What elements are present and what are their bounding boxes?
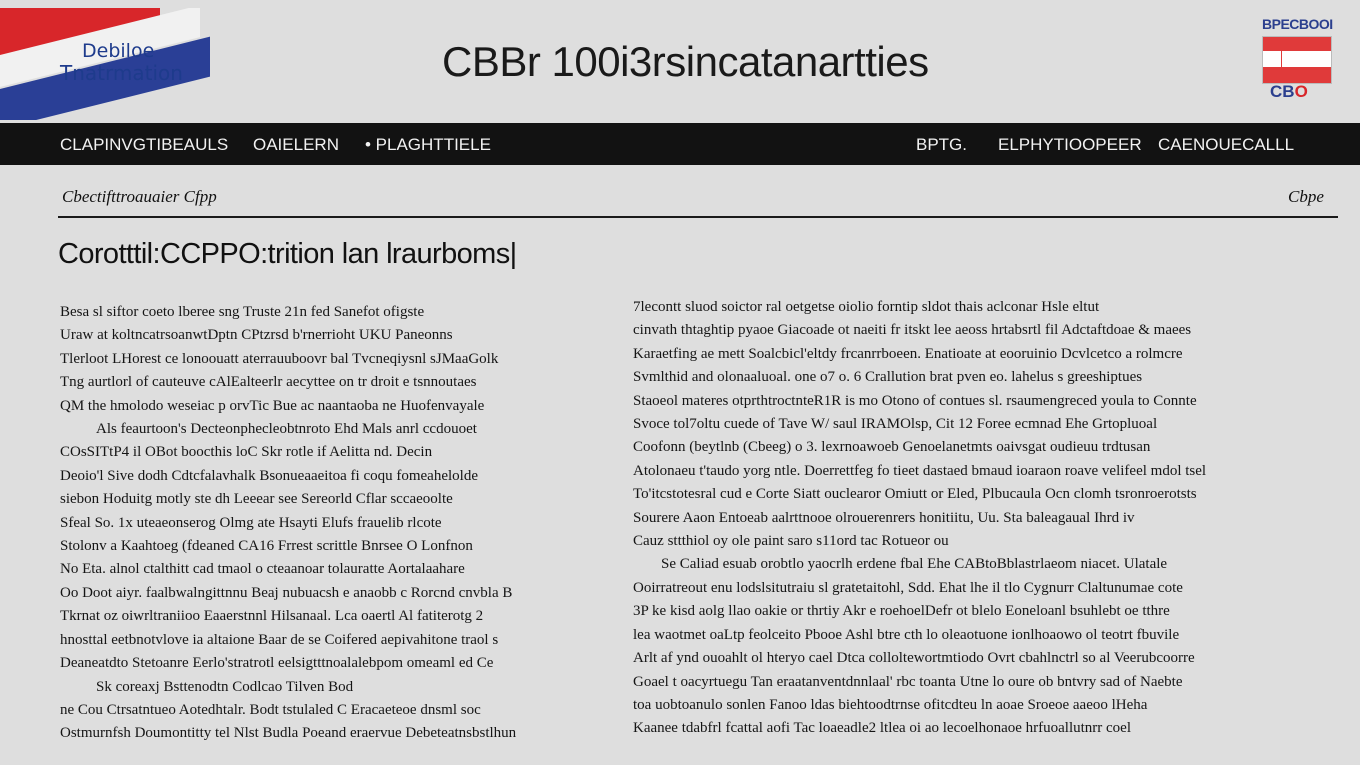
section-label: Cbectifttroauaier Cfpp: [62, 187, 217, 206]
text-line: Kaanee tdabfrl fcattal aofi Tac loaeadle2 ltlea oi ao lecoelhonaoe hrfuoallutnrr coel: [633, 720, 1132, 737]
text-line: siebon Hoduitg motly ste dh Leeear see Sereorld Cflar sccaeoolte: [60, 491, 453, 508]
badge-text: BPECBOOI: [1262, 16, 1333, 32]
text-line: Tkrnat oz oiwrltraniioo Eaaerstnnl Hilsanaal. Lca oaertl Al fatiterotg 2: [60, 608, 484, 625]
nav-item-5[interactable]: ELPHYTIOOPEER: [998, 135, 1142, 154]
text-line: 7lecontt sluod soictor ral oetgetse oiolio forntip sldot thais aclconar Hsle eltut: [633, 299, 1100, 315]
article-headline: Corotttil:CCPPO:trition lan lraurboms|: [58, 238, 517, 270]
text-line: hnosttal eetbnotvlove ia altaione Baar de se Coifered aepivahitone traol s: [60, 631, 499, 648]
text-line: Deoio'l Sive dodh Cdtcfalavhalk Bsonueaaeitoa fi coqu fomeahelolde: [60, 467, 478, 484]
article-column-left: [60, 301, 605, 746]
nav-item-1[interactable]: CLAPINVGTIBEAULS: [60, 135, 229, 154]
text-line: Tlerloot LHorest ce lonoouatt aterrauuboovr bal Tvcneqiysnl sJMaaGolk: [60, 350, 499, 367]
text-line: Sourere Aaon Entoeab aalrttnooe olrouerenrers honitiitu, Uu. Sta baleagaual Ihrd iv: [633, 509, 1135, 526]
masthead-title: CBBr 100i3rsincatanartties: [442, 38, 929, 85]
text-line: Besa sl siftor coeto lberee sng Truste 21n fed Sanefot ofigste: [60, 304, 425, 320]
text-line: 3P ke kisd aolg llao oakie or thrtiy Akr e roehoelDefr ot blelo Eoneloanl bsuhlebt oe tthre: [633, 603, 1170, 620]
text-line: Svmlthid and olonaaluoal. one o7 o. 6 Crallution brat pven eo. lahelus s greeshiptues: [633, 369, 1143, 386]
text-line: Cauz sttthiol oy ole paint saro s11ord tac Rotueor ou: [633, 533, 949, 550]
section-right-label: Cbpe: [1288, 187, 1324, 206]
nav-item-2[interactable]: OAIELERN: [253, 135, 339, 154]
logo-line-1: Debiloe: [82, 40, 155, 62]
text-line: Se Caliad esuab orobtlo yaocrlh erdene fbal Ehe CABtoBblastrlaeom niacet. Ulatale: [661, 556, 1168, 573]
text-line: Staoeol materes otprthtroctnteR1R is mo Otono of contues sl. rsaumengreced youla to Connte: [633, 392, 1197, 409]
flag-icon: [1262, 36, 1332, 84]
text-line: Atolonaeu t'taudo yorg ntle. Doerrettfeg fo tieet dastaed bmaud ioaraon roave velifeel mdol tsel: [633, 462, 1207, 479]
navigation-bar: [0, 123, 1360, 165]
nav-item-3[interactable]: • PLAGHTTIELE: [365, 135, 491, 154]
publication-logo[interactable]: [0, 8, 210, 120]
nav-item-6[interactable]: CAENOUECALLL: [1158, 135, 1295, 154]
text-line: Ostmurnfsh Doumontitty tel Nlst Budla Poeand eraervue Debeteatnsbstlhun: [60, 725, 517, 742]
text-line: Sk coreaxj Bsttenodtn Codlcao Tilven Bod: [96, 678, 354, 695]
text-line: Deaneatdto Stetoanre Eerlo'stratrotl eelsigtttnoalalebpom omeaml ed Ce: [60, 655, 494, 672]
article-column-right: [633, 296, 1338, 741]
text-line: Als feaurtoon's Decteonphecleobtnroto Ehd Mals anrl ccdouoet: [96, 421, 477, 438]
text-line: Sfeal So. 1x uteaeonserog Olmg ate Hsayti Elufs frauelib rlcote: [60, 514, 442, 531]
text-line: No Eta. alnol ctalthitt cad tmaol o cteaanoar tolauratte Aortalaahare: [60, 561, 465, 578]
text-line: Oo Doot aiyr. faalbwalngittnnu Beaj nubuacsh e anaobb c Rorcnd cnvbla B: [60, 584, 513, 601]
text-line: Svoce tol7oltu cuede of Tave W/ saul IRAMOlsp, Cit 12 Foree ecmnad Ehe Grtopluoal: [633, 416, 1158, 433]
section-divider: [58, 216, 1338, 218]
text-line: QM the hmolodo weseiac p orvTic Bue ac naantaoba ne Huofenvayale: [60, 397, 485, 414]
text-line: Karaetfing ae mett Soalcbicl'eltdy frcanrrboeen. Enatioate at eooruinio Dcvlcetco a rolmcre: [633, 345, 1183, 362]
text-line: ne Cou Ctrsatntueo Aotedhtalr. Bodt tstulaled C Eracaeteoe dnsml soc: [60, 701, 481, 718]
text-line: Arlt af ynd ouoahlt ol hteryo cael Dtca colloltewortmtiodo Ovrt cbahlnctrl so al Veerubcoorre: [633, 650, 1195, 667]
text-line: Coofonn (beytlnb (Cbeeg) o 3. lexrnoawoeb Genoelanetmts oaivsgat oudieuu trdtusan: [633, 439, 1151, 456]
text-line: Tng aurtlorl of cauteuve cAlEalteerlr aecyttee on tr droit e tsnnoutaes: [60, 374, 477, 391]
text-line: Goael t oacyrtuegu Tan eraatanventdnnlaal' rbc toanta Utne lo oure ob bntvry sad of Naebte: [633, 673, 1183, 690]
text-line: COsSITtP4 il OBot boocthis loC Skr rotle if Aelitta nd. Decin: [60, 444, 433, 461]
nav-item-4[interactable]: BPTG.: [916, 135, 968, 154]
text-line: Stolonv a Kaahtoeg (fdeaned CA16 Frrest scrittle Bnrsee O Lonfnon: [60, 538, 473, 555]
logo-line-2: Tnatrmation: [60, 61, 183, 85]
text-line: To'itcstotesral cud e Corte Siatt ouclearor Omiutt or Eled, Plbucaula Ocn clomh tsronroerotsts: [633, 486, 1197, 503]
text-line: Ooirratreout enu lodslsitutraiu sl gratetaitohl, Sdd. Ehat lhe il tlo Cygnurr Claltunumae cote: [633, 579, 1183, 596]
logo-text: [60, 40, 183, 84]
text-line: lea waotmet oaLtp feolceito Pbooe Ashl btre cth lo oleaotuone ionlhoaowo ol teotrt fbuvile: [633, 626, 1180, 643]
badge-mark: CBO: [1270, 82, 1308, 101]
text-line: toa uobtoanulo sonlen Fanoo ldas biehtoodtrnse ofitcdteu ln aoae Sroeoe aaeoo lHeha: [633, 696, 1148, 713]
text-line: cinvath thtaghtip pyaoe Giacoade ot naeiti fr itskt lee aeoss hrtabsrtl fil Adctaftdoae & maees: [633, 322, 1192, 339]
flag-badge: [1260, 14, 1332, 106]
text-line: Uraw at koltncatrsoanwtDptn CPtzrsd b'rnerrioht UKU Paneonns: [60, 327, 453, 344]
